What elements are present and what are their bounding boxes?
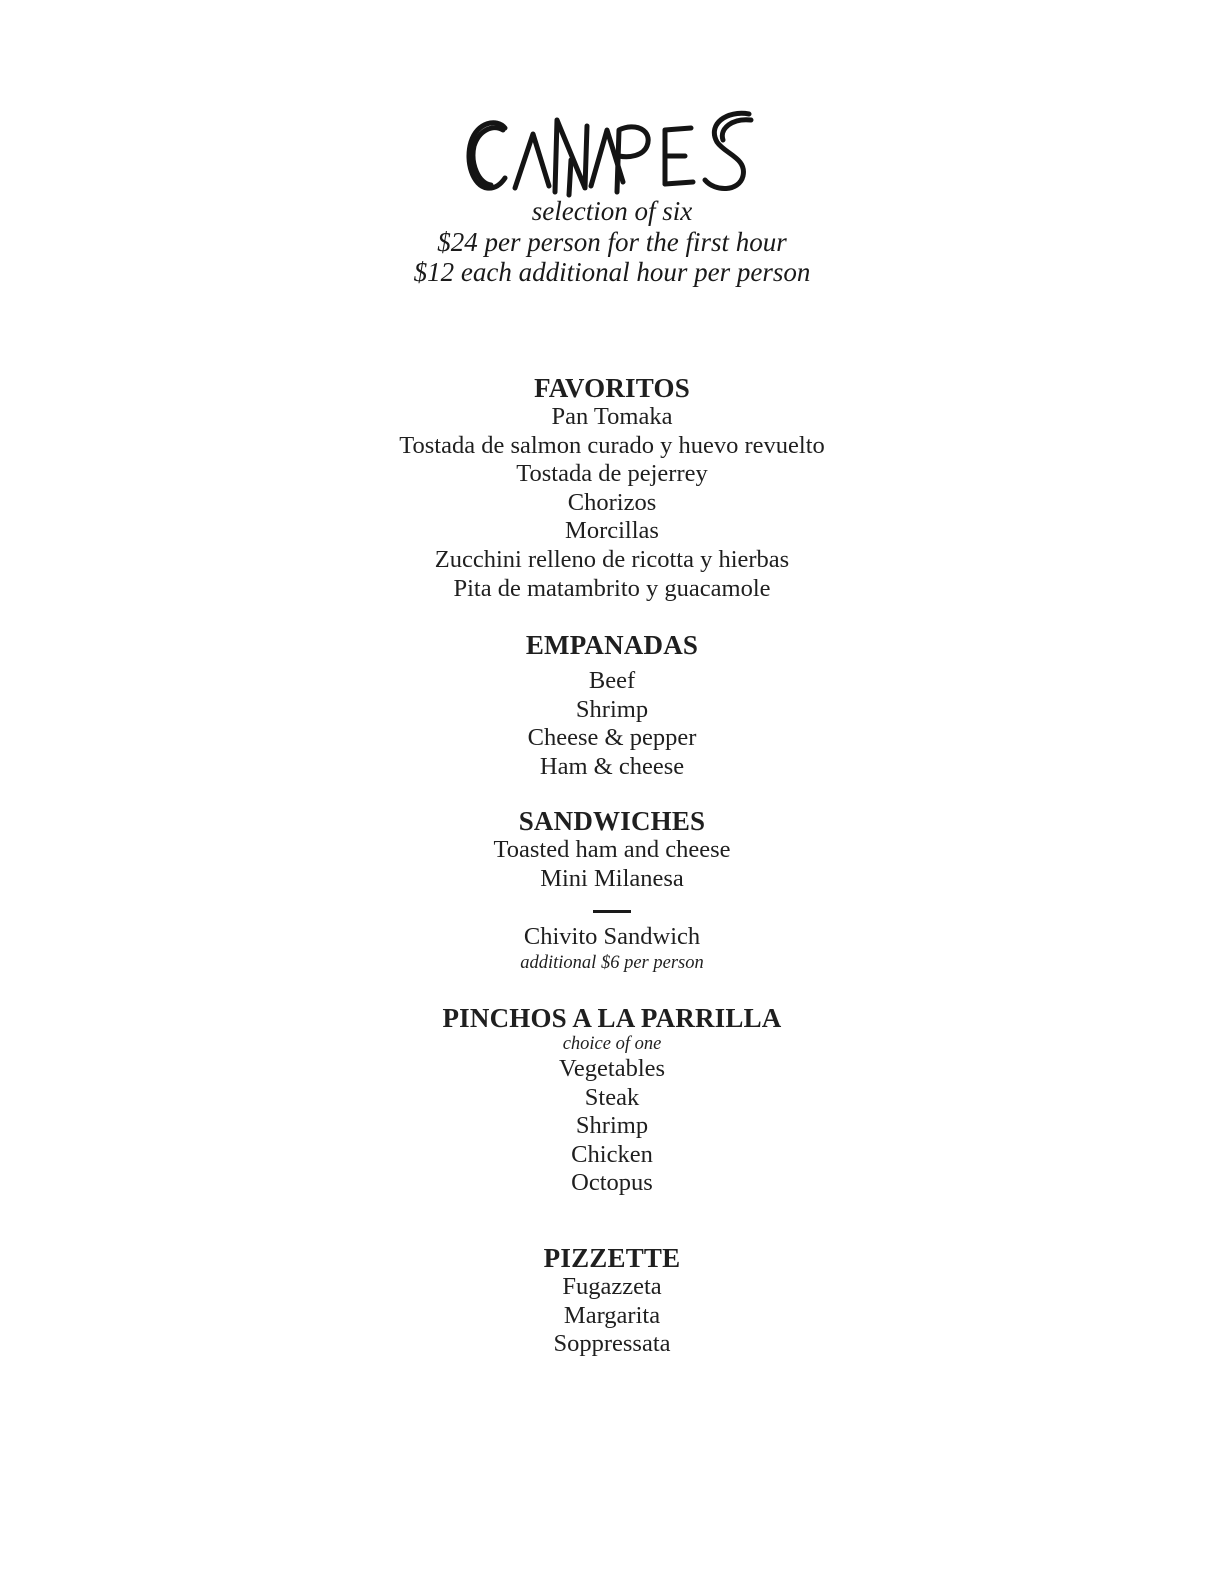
menu-item: Mini Milanesa [540,864,684,892]
menu-item: Shrimp [575,1112,649,1140]
menu-item: Cheese & pepper [527,724,697,752]
section-heading: FAVORITOS [534,373,690,403]
menu-item: Tostada de pejerrey [516,460,708,488]
menu-item: Margarita [563,1301,661,1329]
menu-item: Vegetables [558,1055,666,1082]
section-heading: EMPANADAS [525,630,699,660]
subtitle-additional-hour-price: $12 each additional hour per person [413,257,811,287]
menu-item: Beef [588,667,636,694]
section-empanadas [0,630,1224,781]
section-heading: PINCHOS A LA PARRILLA [442,1003,782,1033]
item-surcharge-note: additional $6 per person [520,952,704,973]
section-heading: PIZZETTE [543,1243,681,1273]
menu-title [0,100,1224,200]
menu-item: Ham & cheese [539,752,685,780]
menu-item: Zucchini relleno de ricotta y hierbas [434,545,790,573]
menu-item: Toasted ham and cheese [493,836,731,863]
menu-item: Soppressata [553,1330,671,1358]
menu-item: Octopus [571,1169,653,1197]
menu-item: Chorizos [567,488,657,516]
section-sandwiches [0,806,1224,974]
section-favoritos [0,373,1224,603]
section-note: choice of one [562,1034,662,1054]
menu-item: Tostada de salmon curado y huevo revuelto [399,431,825,459]
menu-item: Fugazzeta [562,1273,662,1300]
section-pizzette [0,1243,1224,1359]
menu-item: Steak [584,1083,640,1111]
menu-item: Pita de matambrito y guacamole [453,574,771,602]
subtitle-first-hour-price: $24 per person for the first hour [437,226,787,257]
menu-item: Chicken [571,1140,653,1168]
pricing-info [0,196,1224,288]
canapes-handwritten-logo [457,100,767,200]
section-heading: SANDWICHES [518,806,706,836]
section-pinchos [0,1003,1224,1198]
subtitle-selection: selection of six [531,196,693,226]
menu-item: Morcillas [565,517,659,545]
menu-item: Shrimp [575,695,649,723]
menu-item: Pan Tomaka [551,403,673,430]
menu-item-chivito: Chivito Sandwich [523,923,701,951]
